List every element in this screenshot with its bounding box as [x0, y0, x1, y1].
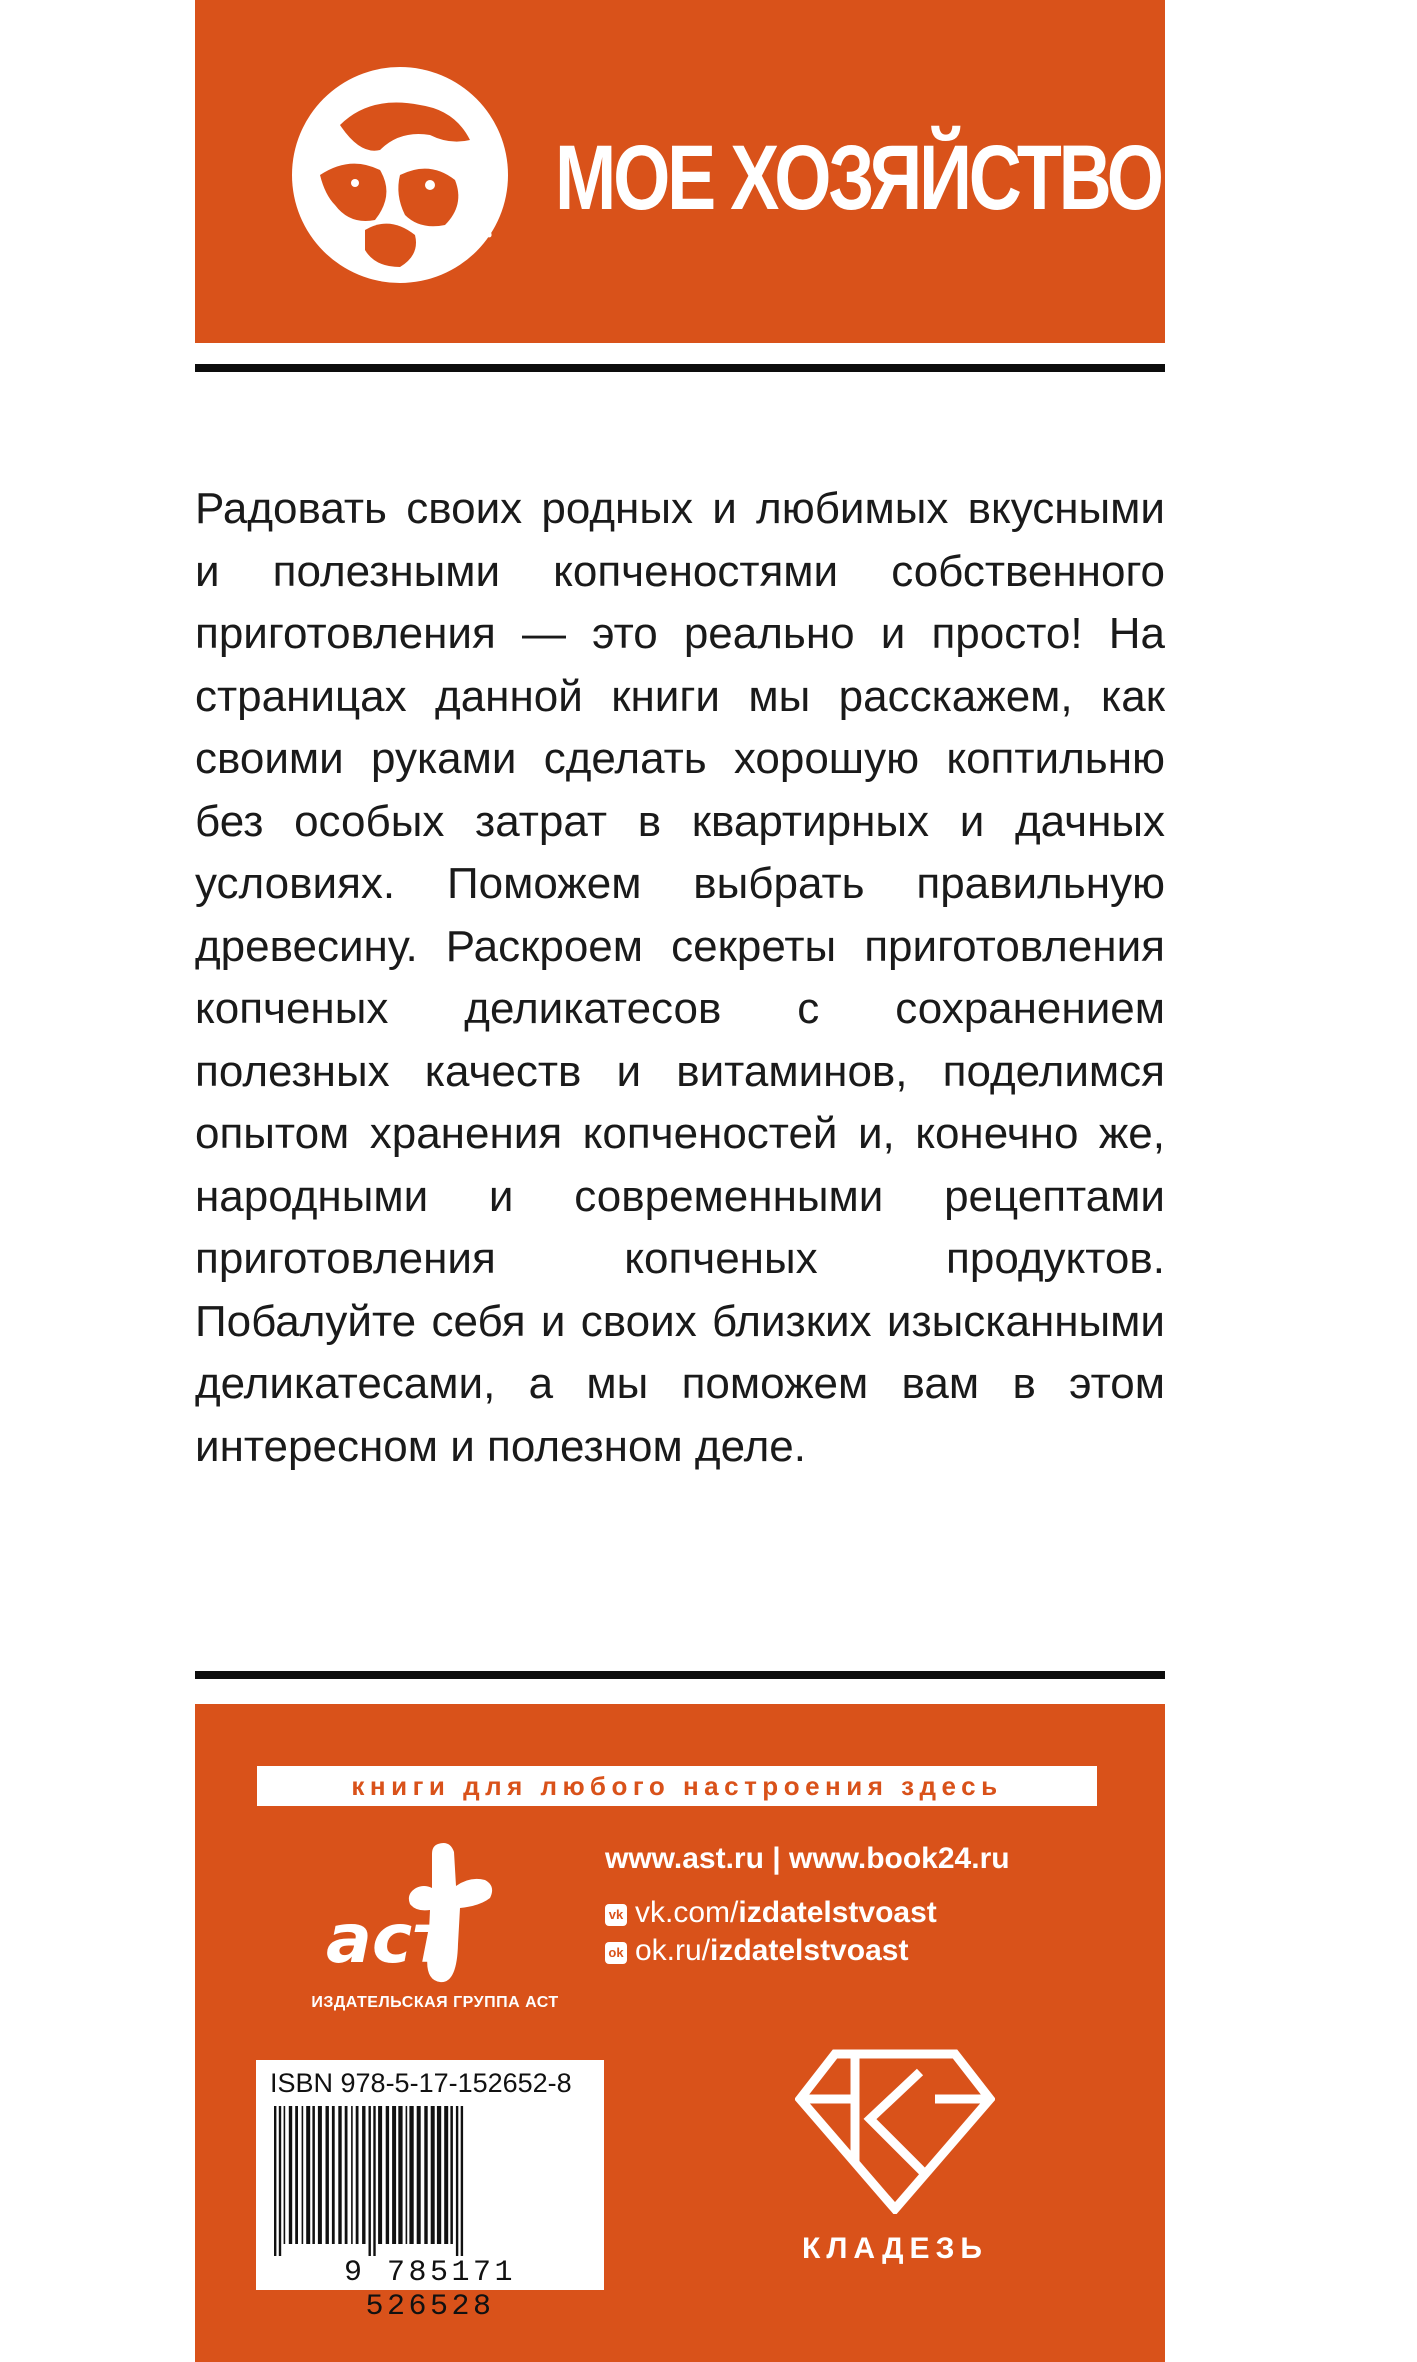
ok-handle: izdatelstvoast	[710, 1934, 909, 1967]
barcode-bar	[274, 2106, 276, 2256]
barcode-bar	[289, 2106, 292, 2244]
barcode-bar	[369, 2106, 371, 2256]
slogan-bar: книги для любого настроения здесь	[257, 1766, 1097, 1806]
farm-animals-logo-icon	[280, 55, 520, 295]
isbn-label: ISBN 978-5-17-152652-8	[270, 2068, 572, 2098]
barcode-bar	[332, 2106, 335, 2244]
barcode-bar	[392, 2106, 396, 2244]
barcode-bar	[279, 2106, 281, 2256]
barcode-bar	[302, 2106, 304, 2244]
barcode-bar	[345, 2106, 348, 2244]
barcode-bar	[356, 2106, 359, 2244]
barcode-bar	[461, 2106, 463, 2256]
ok-link[interactable]	[605, 1933, 908, 1969]
barcode-bar	[444, 2106, 448, 2244]
barcode-bar	[417, 2106, 421, 2244]
divider-top	[195, 364, 1165, 372]
kladez-diamond-k-icon	[795, 2044, 995, 2214]
barcode-digits: 9 785171 526528	[343, 2256, 517, 2324]
ast-logo-text: аст	[326, 1900, 452, 1979]
barcode-bar	[386, 2106, 389, 2244]
barcode-bar	[351, 2106, 353, 2244]
vk-prefix: vk.com/	[635, 1896, 739, 1929]
barcode-bar	[431, 2106, 435, 2244]
barcode-image	[270, 2106, 590, 2256]
barcode-bar	[295, 2106, 298, 2244]
barcode-bar	[326, 2106, 329, 2244]
series-band	[195, 0, 1165, 343]
barcode-bar	[373, 2106, 375, 2256]
publisher-caption: ИЗДАТЕЛЬСКАЯ ГРУППА АСТ	[311, 1994, 559, 2011]
odnoklassniki-icon: ok	[605, 1942, 627, 1964]
barcode-box	[256, 2060, 604, 2324]
barcode-bar	[398, 2106, 402, 2244]
barcode-bar	[409, 2106, 413, 2244]
publisher-band	[195, 1704, 1165, 2362]
vk-icon: vk	[605, 1904, 627, 1926]
divider-bottom	[195, 1671, 1165, 1679]
barcode-bar	[362, 2106, 365, 2244]
series-title: МОЕ ХОЗЯЙСТВО	[555, 127, 1161, 229]
barcode-bar	[456, 2106, 458, 2256]
ok-prefix: ok.ru/	[635, 1934, 711, 1967]
barcode-bar	[312, 2106, 315, 2244]
vk-link[interactable]	[605, 1895, 937, 1931]
barcode-bar	[406, 2106, 408, 2244]
barcode-bar	[378, 2106, 382, 2244]
barcode-bar	[284, 2106, 286, 2244]
barcode-bar	[318, 2106, 322, 2244]
book-description: Радовать своих родных и любимых вкусными и полезными копченостями собственного приготовления — это реально и просто! На страницах данной книги мы расскажем, как своими руками сделать хорошую коптильню без особых затрат в квартирных и дачных условиях. Поможем выбрать правильную древесину. Раскроем секреты приготовления копченых деликатесов с сохранением полезных качеств и витаминов, поделимся опытом хранения копченостей и, конечно же, народными и современными рецептами приготовления копченых продуктов. Побалуйте себя и своих близких изысканными деликатесами, а мы поможем вам в этом интересном и полезном деле.	[195, 484, 1165, 1471]
barcode-bar	[450, 2106, 453, 2244]
imprint-name: КЛАДЕЗЬ	[802, 2232, 988, 2265]
barcode-bar	[424, 2106, 427, 2244]
barcode-bar	[306, 2106, 310, 2244]
vk-handle: izdatelstvoast	[738, 1896, 937, 1929]
ast-publisher-logo	[320, 1834, 520, 1994]
barcode-bar	[437, 2106, 441, 2244]
barcode-bar	[338, 2106, 341, 2244]
publisher-sites-link[interactable]: www.ast.ru | www.book24.ru	[605, 1842, 1010, 1875]
